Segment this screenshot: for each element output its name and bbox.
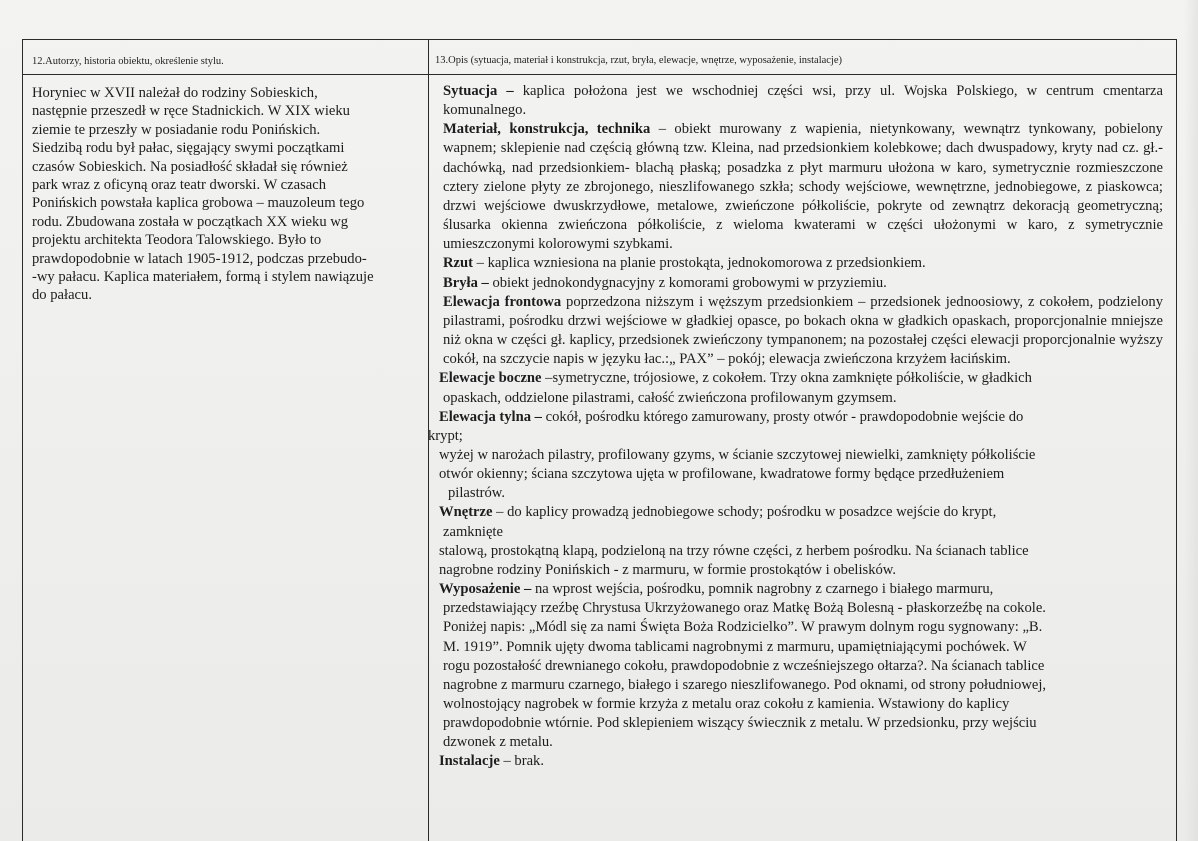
section-bryla (428, 274, 1163, 293)
section-wyposazenie-cont: wolnostojący nagrobek w formie krzyża z metalu oraz cokołu z kamienia. Wstawiony do kaplicy (443, 696, 1010, 712)
section-wyposazenie-cont: przedstawiający rzeźbę Chrystusa Ukrzyżowanego oraz Matkę Bożą Bolesną - płaskorzeźbę na cokole. (443, 600, 1046, 617)
history-text (32, 84, 428, 305)
section-body: – obiekt murowany z wapienia, nietynkowany, wewnątrz tynkowany, pobielony wapnem; sklepienie nad częścią główną tzw. Kleina, nad przedsionkiem kolebkowe; dach dwuspadowy, kryty nad cz. gł.- dachówką, nad przedsionkiem- blachą płaską; posadzka z płyt marmuru ułożona w karo, symetrycznie rozmieszczone cztery zielone płyty ze zbrojonego, nieszlifowanego szkła; schody wejściowe, wewnętrzne, jednobiegowe, z piaskowca; drzwi wejściowe dwuskrzydłowe, metalowe, zwieńczone półkoliście, pokryte od zewnątrz dekoracją geometryczną; ślusarka okienna zwieńczona półkoliście, z wieloma kwaterami w części ułożonymi w karo, z symetrycznie umieszczonymi kolorowymi szybkami. (443, 121, 1163, 253)
section-instalacje (428, 752, 1163, 771)
section-label: Rzut (443, 255, 473, 272)
section-elewacja-tylna-cont: pilastrów. (448, 485, 506, 502)
section-label: Elewacja tylna – (439, 408, 542, 425)
section-wyposazenie-cont: dzwonek z metalu. (443, 734, 553, 751)
section-label: Materiał, konstrukcja, technika (443, 121, 651, 138)
history-line: Ponińskich powstała kaplica grobowa – mauzoleum tego (32, 195, 365, 212)
section-rzut (428, 254, 1163, 273)
frame-top-border (22, 39, 1177, 40)
section-elewacja-tylna (428, 408, 1163, 427)
section-body: cokół, pośrodku którego zamurowany, prosty otwór - prawdopodobnie wejście do (541, 408, 1024, 425)
section-wyposazenie (428, 580, 1163, 599)
section-wnetrze-cont: stalową, prostokątną klapą, podzieloną na trzy równe części, z herbem pośrodku. Na ścianach tablice (439, 542, 1029, 559)
section-wnetrze (428, 503, 1163, 522)
section-body: poprzedzona niższym i węższym przedsionkiem – przedsionek jednoosiowy, z cokołem, podzielony pilastrami, pośrodku drzwi wejściowe w gładkiej opasce, po bokach okna w gładkich opaskach, proporcjonalnie mniejsze niż okna w części gł. kaplicy, przedsionek zwieńczony tympanonem; na pozostałej części elewacji proporcjonalnie wyższy cokół, na szczycie napis w języku łac.:„ PAX” – pokój; elewacja zwieńczona krzyżem łacińskim. (443, 293, 1163, 368)
history-line: Siedzibą rodu był pałac, sięgający swymi początkami (32, 140, 345, 157)
section-wyposazenie-cont: nagrobne z marmuru czarnego, białego i szarego nieszlifowanego. Pod oknami, od strony południowej, (443, 676, 1047, 693)
history-line: -wy pałacu. Kaplica materiałem, formą i stylem nawiązuje (32, 269, 374, 286)
section-wnetrze-cont: zamknięte (443, 523, 503, 540)
history-line: do pałacu. (32, 287, 92, 304)
section-wnetrze-cont: nagrobne rodziny Ponińskich - z marmuru, w formie prostokątów i obelisków. (439, 561, 897, 578)
description-text (428, 82, 1163, 772)
section-body: – do kaplicy prowadzą jednobiegowe schody; pośrodku w posadzce wejście do krypt, (492, 504, 997, 521)
section-label: Elewacje boczne (439, 370, 542, 387)
section-wyposazenie-cont: Poniżej napis: „Módl się za nami Święta Boża Rodzicielko”. W prawym dolnym rogu sygnowany: „B. (443, 619, 1043, 636)
section-elewacja-tylna-cont: krypt; (428, 427, 463, 444)
frame-header-divider (22, 74, 1177, 75)
section-body: – brak. (499, 753, 544, 770)
left-column-header: 12.Autorzy, historia obiektu, określenie stylu. (32, 56, 224, 67)
section-label: Wnętrze (439, 504, 493, 521)
section-elewacje-boczne (428, 369, 1163, 388)
frame-right-border (1176, 39, 1177, 841)
section-elewacje-boczne-cont: opaskach, oddzielone pilastrami, całość zwieńczona profilowanym gzymsem. (443, 389, 897, 406)
section-wyposazenie-cont: M. 1919”. Pomnik ujęty dwoma tablicami nagrobnymi z marmuru, upamiętniającymi pochówek. W (443, 638, 1027, 655)
section-body: kaplica położona jest we wschodniej części wsi, przy ul. Wojska Polskiego, w centrum cmentarza komunalnego. (443, 83, 1163, 119)
section-wyposazenie-cont: rogu pozostałość drewnianego cokołu, prawdopodobnie z wcześniejszego ołtarza?. Na ścianach tablice (443, 657, 1045, 674)
section-body: –symetryczne, trójosiowe, z cokołem. Trzy okna zamknięte półkoliście, w gładkich (541, 370, 1032, 387)
section-label: Wyposażenie – (439, 581, 532, 598)
section-material (428, 120, 1163, 254)
section-elewacja-tylna-cont: otwór okienny; ściana szczytowa ujęta w profilowane, kwadratowe formy będące przedłużeniem (439, 466, 1005, 483)
section-label: Bryła – (443, 274, 489, 291)
section-body: – kaplica wzniesiona na planie prostokąta, jednokomorowa z przedsionkiem. (473, 255, 926, 272)
scan-shadow (1184, 0, 1198, 841)
section-label: Elewacja frontowa (443, 293, 562, 310)
history-line: prawdopodobnie w latach 1905-1912, podczas przebudo- (32, 250, 367, 267)
section-label: Instalacje (439, 753, 500, 770)
section-body: na wprost wejścia, pośrodku, pomnik nagrobny z czarnego i białego marmuru, (531, 581, 994, 598)
history-line: park wraz z oficyną oraz teatr dworski. W czasach (32, 177, 327, 194)
section-label: Sytuacja – (443, 83, 523, 99)
history-line: czasów Sobieskich. Na posiadłość składał się również (32, 158, 348, 175)
section-elewacja-tylna-cont: wyżej w narożach pilastry, profilowany gzyms, w ścianie szczytowej niewielki, zamknięty półkoliście (439, 446, 1036, 463)
section-body: obiekt jednokondygnacyjny z komorami grobowymi w przyziemiu. (488, 274, 887, 291)
history-line: następnie przeszedł w ręce Stadnickich. W XIX wieku (32, 103, 350, 120)
history-line: rodu. Zbudowana została w początkach XX wieku wg (32, 213, 349, 230)
history-line: ziemie te przeszły w posiadanie rodu Ponińskich. (32, 121, 321, 138)
history-line: Horyniec w XVII należał do rodziny Sobieskich, (32, 85, 318, 101)
section-wyposazenie-cont: prawdopodobnie wtórnie. Pod sklepieniem wiszący świecznik z metalu. W przedsionku, przy wejściu (443, 715, 1037, 732)
section-elewacja-frontowa (428, 293, 1163, 370)
right-column-header: 13.Opis (sytuacja, materiał i konstrukcja, rzut, bryła, elewacje, wnętrze, wyposażenie, instalacje) (435, 55, 843, 66)
history-line: projektu architekta Teodora Talowskiego. Było to (32, 232, 322, 249)
section-sytuacja (428, 82, 1163, 120)
frame-left-border (22, 39, 23, 841)
